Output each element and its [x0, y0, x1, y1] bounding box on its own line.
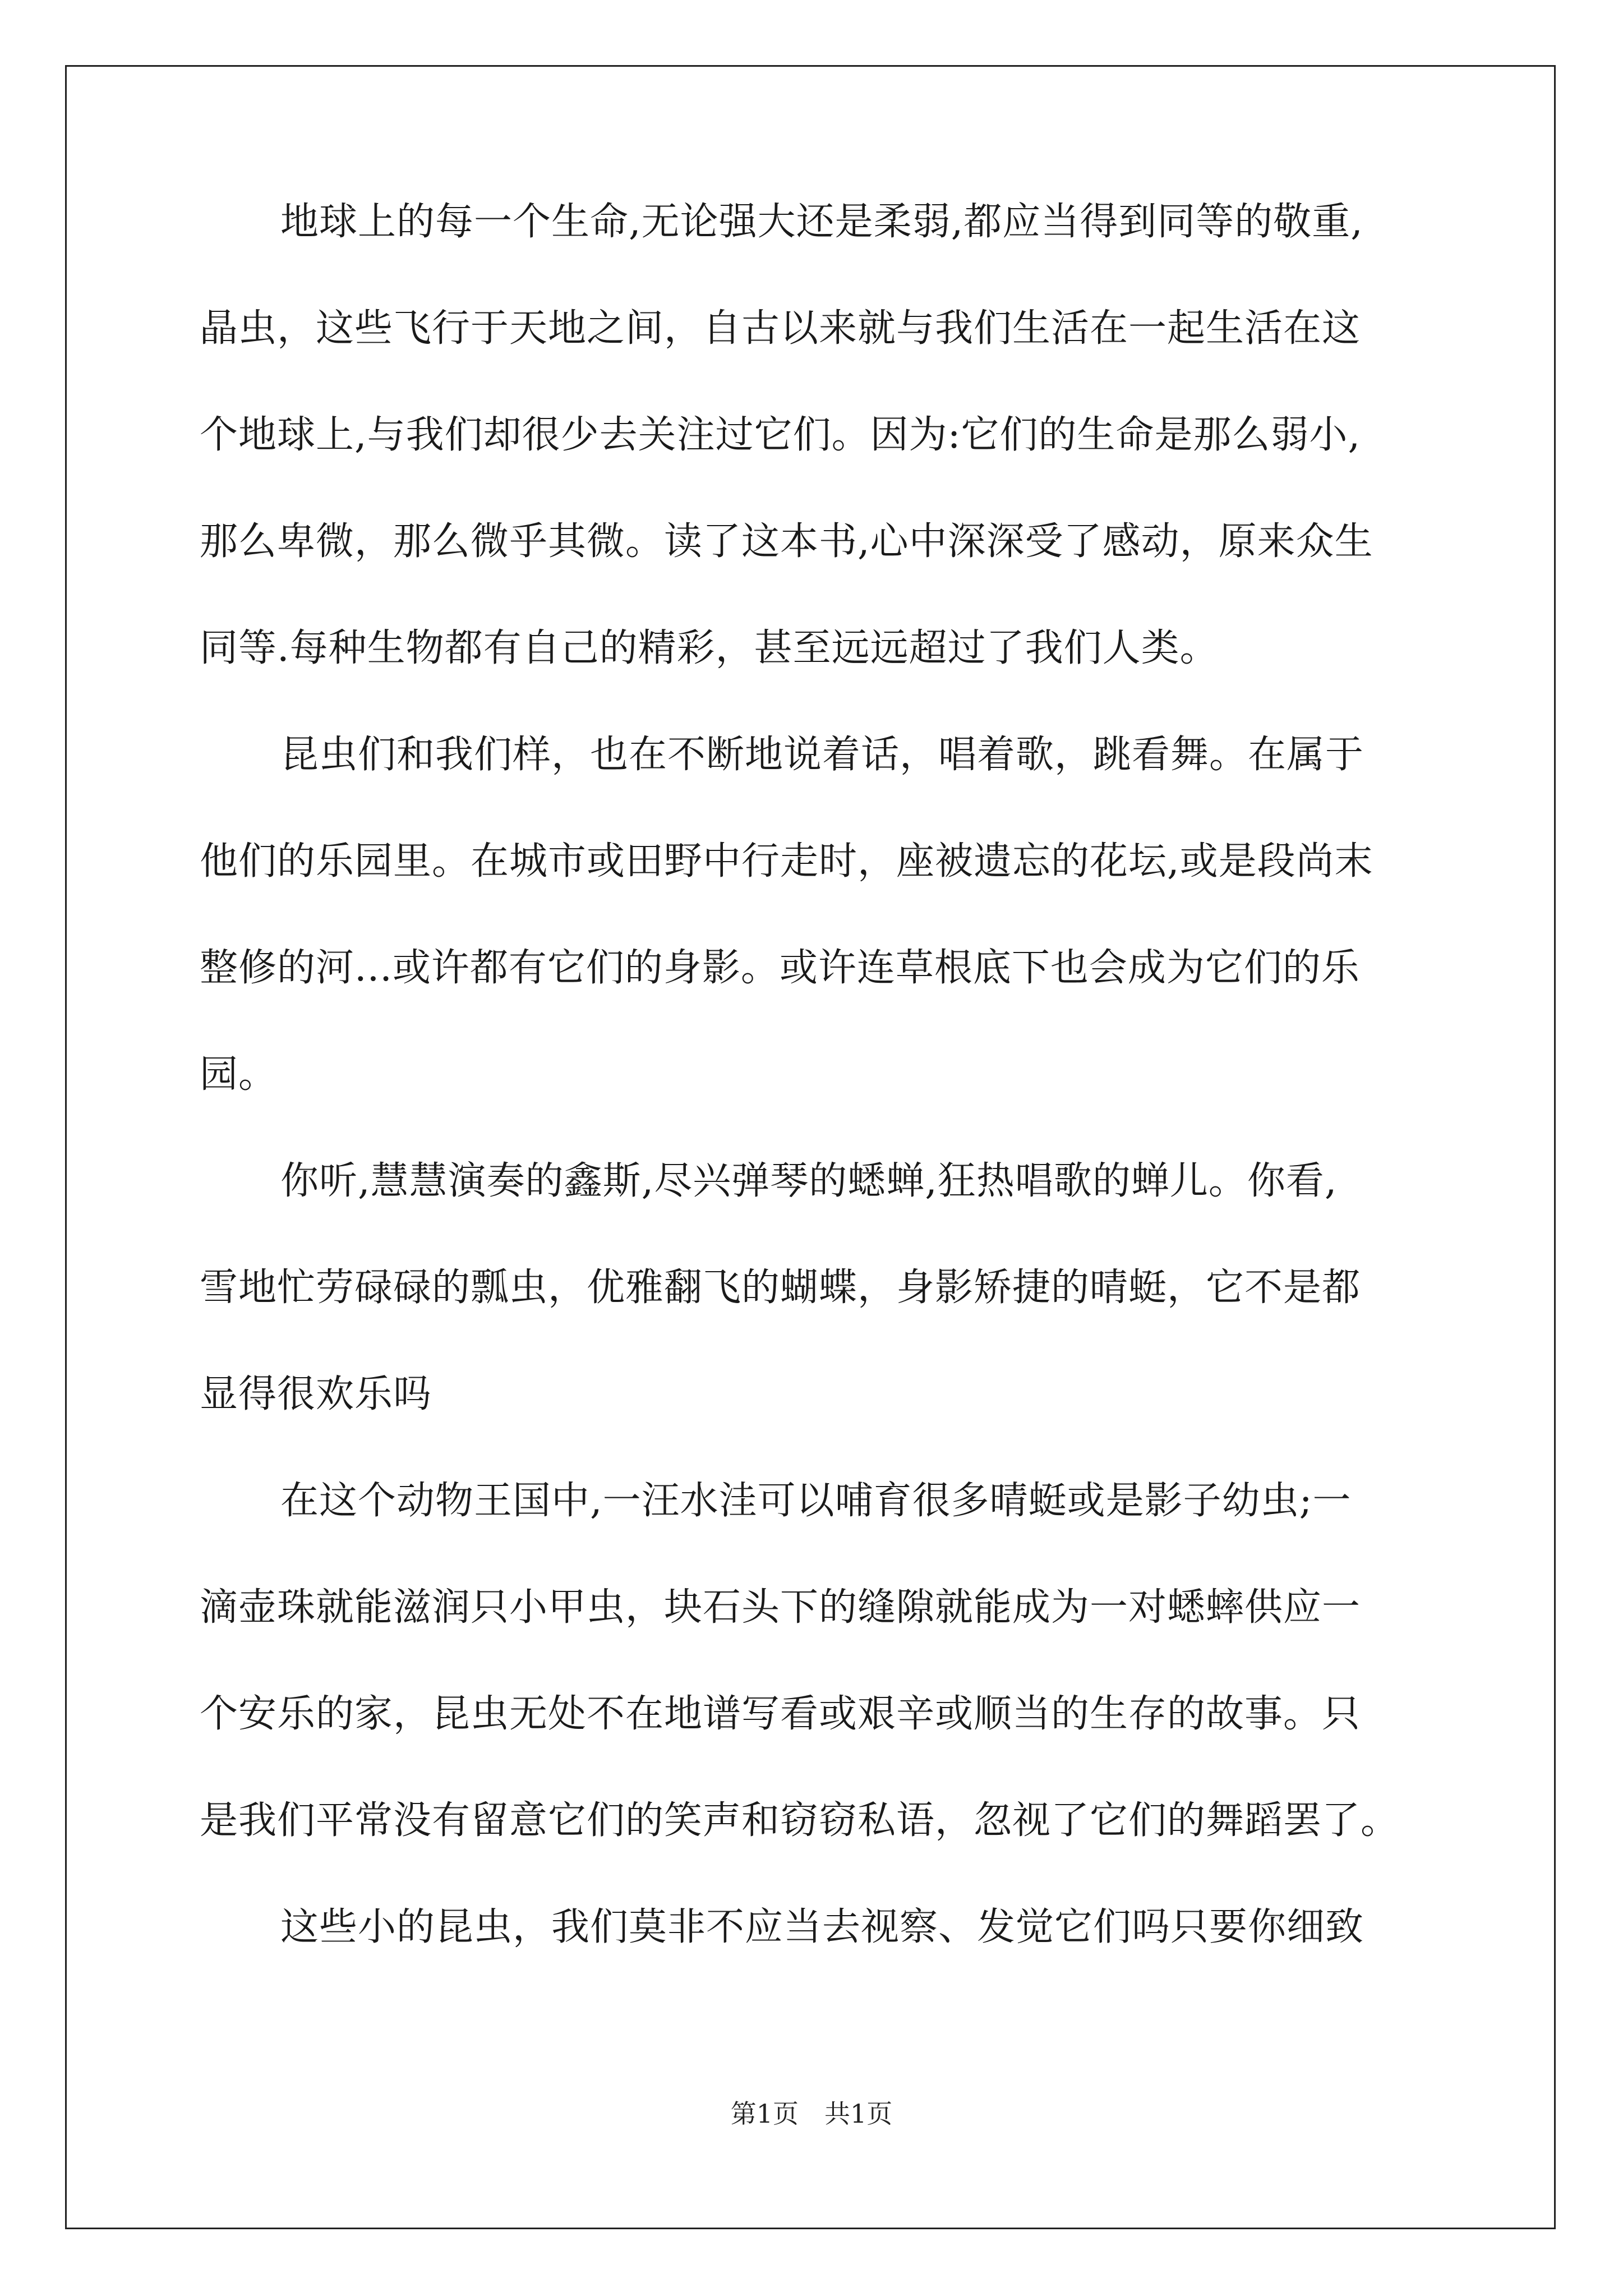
- paragraph-4-line-3: 个安乐的家，昆虫无处不在地谱写看或艰辛或顺当的生存的故事。只: [200, 1692, 1361, 1736]
- paragraph-1-line-3: 个地球上,与我们却很少去关注过它们。因为:它们的生命是那么弱小,: [200, 413, 1361, 457]
- paragraph-2-line-2: 他们的乐园里。在城市或田野中行走时，座被遗忘的花坛,或是段尚末: [200, 839, 1373, 884]
- paragraph-3-line-2: 雪地忙劳碌碌的瓢虫，优雅翻飞的蝴蝶，身影矫捷的晴蜓，它不是都: [200, 1266, 1361, 1310]
- paragraph-2-line-4: 园。: [200, 1052, 278, 1097]
- paragraph-3-line-1: 你听,慧慧演奏的鑫斯,尽兴弹琴的蟋蝉,狂热唱歌的蝉儿。你看,: [280, 1159, 1338, 1203]
- paragraph-5-line-1: 这些小的昆虫，我们莫非不应当去视察、发觉它们吗只要你细致: [280, 1905, 1364, 1949]
- paragraph-2-line-3: 整修的河...或许都有它们的身影。或许连草根底下也会成为它们的乐: [200, 946, 1360, 990]
- paragraph-4-line-1: 在这个动物王国中,一汪水洼可以哺育很多晴蜓或是影子幼虫;一: [280, 1479, 1352, 1523]
- page-number-footer: 第1页 共1页: [730, 2099, 893, 2129]
- paragraph-1-line-1: 地球上的每一个生命,无论强大还是柔弱,都应当得到同等的敬重,: [280, 200, 1363, 244]
- paragraph-2-line-1: 昆虫们和我们样，也在不断地说着话，唱着歌，跳看舞。在属于: [280, 733, 1364, 777]
- paragraph-3-line-3: 显得很欢乐吗: [200, 1372, 432, 1416]
- paragraph-4-line-4: 是我们平常没有留意它们的笑声和窃窃私语，忽视了它们的舞蹈罢了。: [200, 1798, 1400, 1843]
- paragraph-1-line-2: 晶虫，这些飞行于天地之间，自古以来就与我们生活在一起生活在这: [200, 306, 1361, 351]
- paragraph-1-line-4: 那么卑微，那么微乎其微。读了这本书,心中深深受了感动，原来众生: [200, 519, 1373, 564]
- paragraph-4-line-2: 滴壶珠就能滋润只小甲虫，块石头下的缝隙就能成为一对蟋蟀供应一: [200, 1585, 1361, 1630]
- paragraph-1-line-5: 同等.每种生物都有自己的精彩，甚至远远超过了我们人类。: [200, 626, 1219, 670]
